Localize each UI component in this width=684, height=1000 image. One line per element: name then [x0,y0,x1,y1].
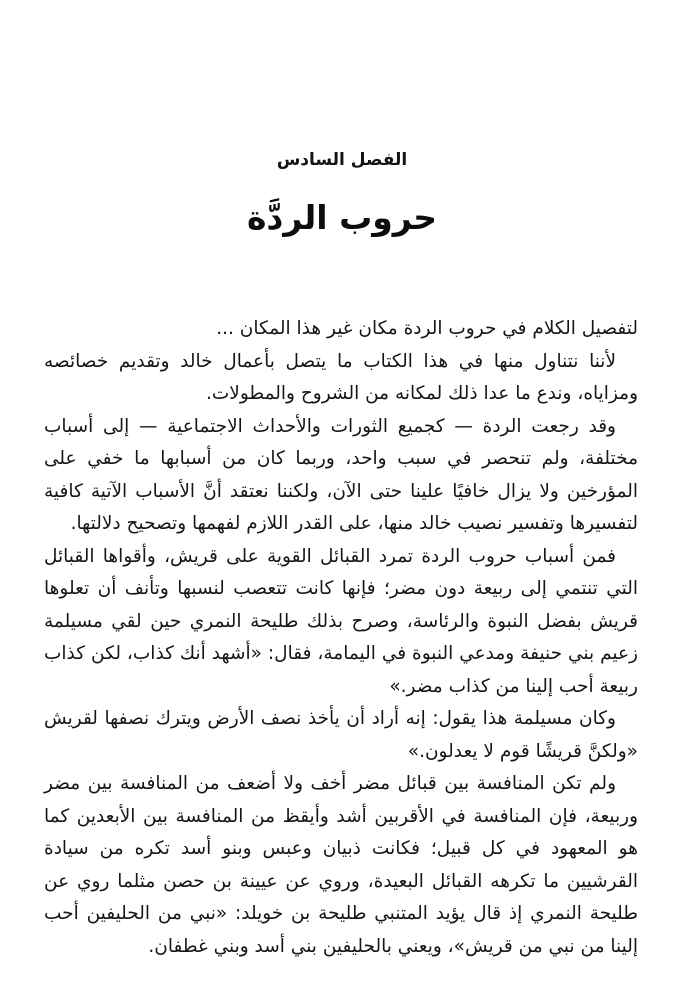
paragraph: فمن أسباب حروب الردة تمرد القبائل القوية على قريش، وأقواها القبائل التي تنتمي إلى ربيعة دون مضر؛ فإنها كانت تتعصب لنسبها وتأنف أن تعلوها قريش بفضل النبوة والرئاسة، وصرح بذلك طليحة النمري حين لقي مسيلمة زعيم بني حنيفة ومدعي النبوة في اليمامة، فقال: «أشهد أنك كذاب، لكن كذاب ربيعة أحب إلينا من كذاب مضر.» [44,545,638,697]
paragraph: ولم تكن المنافسة بين قبائل مضر أخف ولا أضعف من المنافسة بين مضر وربيعة، فإن المنافسة في الأقربين أشد وأيقظ من المنافسة بين الأبعدين كما هو المعهود في كل قبيل؛ فكانت ذبيان وعبس وبنو أسد تكره من سيادة القرشيين ما تكرهه القبائل البعيدة، وروي عن عيينة بن حصن مثلما روي عن طليحة النمري إذ قال يؤيد المتنبي طليحة بن خويلد: «نبي من الحليفين أحب إلينا من نبي من قريش»، ويعني بالحليفين بني أسد وبني غطفان. [44,773,638,957]
paragraph: وكان مسيلمة هذا يقول: إنه أراد أن يأخذ نصف الأرض ويترك نصفها لقريش «ولكنَّ قريشًا قوم لا يعدلون.» [44,708,638,762]
paragraph: وقد رجعت الردة — كجميع الثورات والأحداث الاجتماعية — إلى أسباب مختلفة، ولم تنحصر في سبب واحد، وربما كان من أسبابها ما خفي على المؤرخين ولا يزال خافيًا علينا حتى الآن، ولكننا نعتقد أنَّ الأسباب الآتية كافية لتفسيرها وتفسير نصيب خالد منها، على القدر اللازم لفهمها وتصحيح دلالتها. [44,415,638,534]
paragraph: لأننا نتناول منها في هذا الكتاب ما يتصل بأعمال خالد وتقديم خصائصه ومزاياه، وندع ما عدا ذلك لمكانه من الشروح والمطولات. [44,350,638,404]
chapter-title: حروب الردَّة [246,198,438,237]
chapter-number-heading: الفصل السادس [276,150,408,170]
paragraph: لتفصيل الكلام في حروب الردة مكان غير هذا المكان ... [216,318,638,339]
body-text-block [44,313,638,963]
